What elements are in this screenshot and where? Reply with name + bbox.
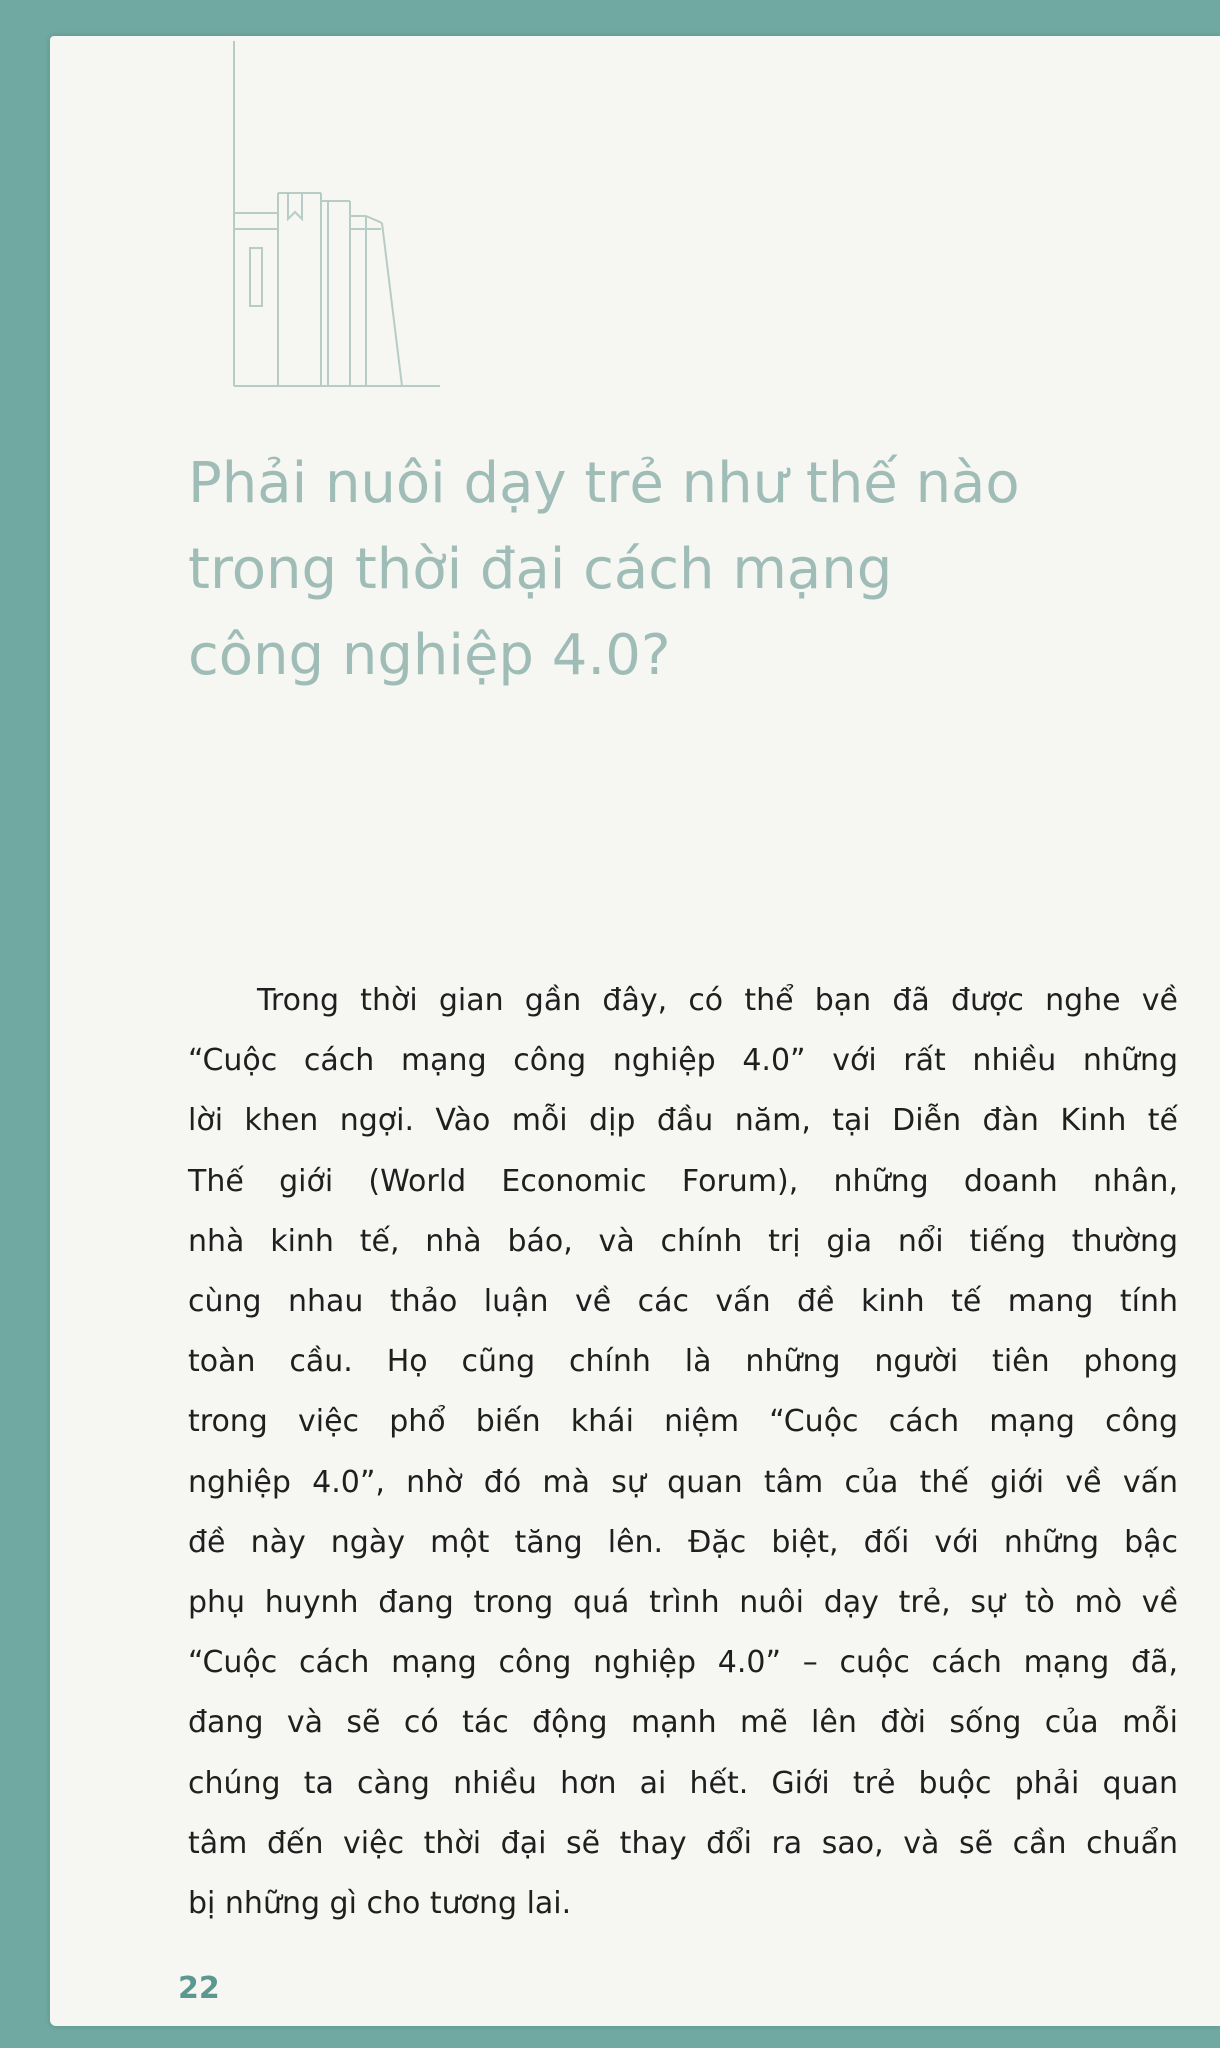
chapter-title-line: Phải nuôi dạy trẻ như thế nào bbox=[188, 451, 1020, 516]
body-line: Thế giới (World Economic Forum), những doanh nhân, bbox=[188, 1163, 1178, 1199]
chapter-title-line: công nghiệp 4.0? bbox=[188, 623, 671, 688]
body-line: bị những gì cho tương lai. bbox=[188, 1886, 572, 1922]
body-line: lời khen ngợi. Vào mỗi dịp đầu năm, tại Diễn đàn Kinh tế bbox=[188, 1103, 1178, 1139]
body-line: “Cuộc cách mạng công nghiệp 4.0” với rất nhiều những bbox=[188, 1043, 1178, 1079]
body-line: cùng nhau thảo luận về các vấn đề kinh tế mang tính bbox=[188, 1284, 1178, 1320]
body-line: nhà kinh tế, nhà báo, và chính trị gia nổi tiếng thường bbox=[188, 1223, 1178, 1259]
body-line: Trong thời gian gần đây, có thể bạn đã được nghe về bbox=[257, 983, 1178, 1018]
body-line: phụ huynh đang trong quá trình nuôi dạy trẻ, sự tò mò về bbox=[188, 1585, 1178, 1621]
body-line: nghiệp 4.0”, nhờ đó mà sự quan tâm của thế giới về vấn bbox=[188, 1464, 1178, 1500]
book-page bbox=[50, 36, 1220, 2026]
body-line: đề này ngày một tăng lên. Đặc biệt, đối với những bậc bbox=[188, 1524, 1178, 1560]
body-line: đang và sẽ có tác động mạnh mẽ lên đời sống của mỗi bbox=[188, 1705, 1178, 1741]
body-line: toàn cầu. Họ cũng chính là những người tiên phong bbox=[188, 1344, 1178, 1380]
body-line: “Cuộc cách mạng công nghiệp 4.0” – cuộc cách mạng đã, bbox=[188, 1645, 1178, 1681]
chapter-title bbox=[188, 441, 1020, 699]
body-paragraph bbox=[188, 971, 1178, 1934]
page-number: 22 bbox=[178, 1971, 220, 2006]
body-line: chúng ta càng nhiều hơn ai hết. Giới trẻ buộc phải quan bbox=[188, 1765, 1178, 1801]
chapter-title-line: trong thời đại cách mạng bbox=[188, 537, 893, 602]
body-line: trong việc phổ biến khái niệm “Cuộc cách mạng công bbox=[188, 1404, 1178, 1440]
books-on-shelf-icon bbox=[178, 41, 458, 421]
body-line: tâm đến việc thời đại sẽ thay đổi ra sao, và sẽ cần chuẩn bbox=[188, 1825, 1178, 1861]
